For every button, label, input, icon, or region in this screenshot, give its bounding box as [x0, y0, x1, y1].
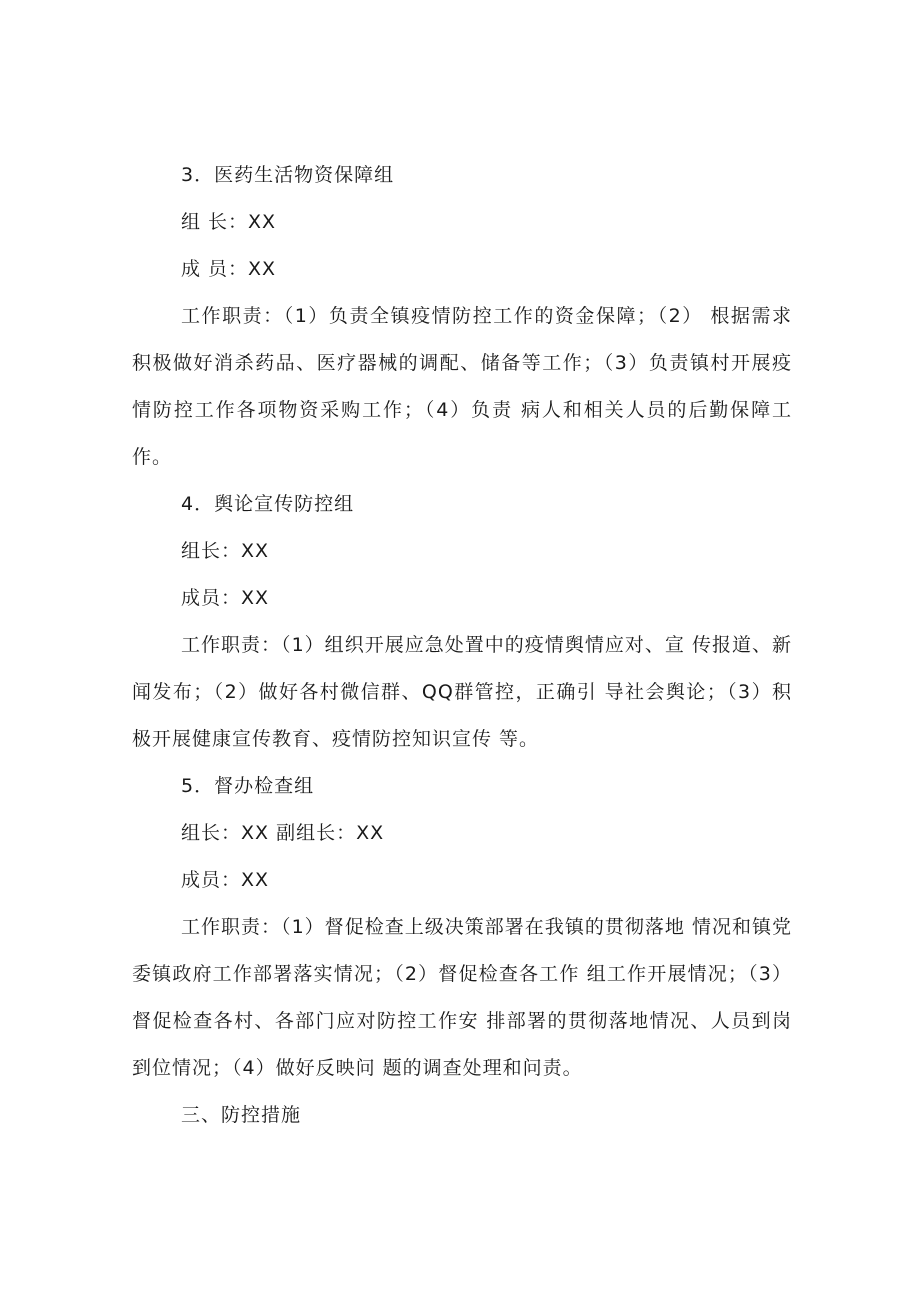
section-3-duties: 工作职责：（1）负责全镇疫情防控工作的资金保障；（2） 根据需求积极做好消杀药品、医疗器械的调配、储备等工作；（3）负责镇村开展疫情防控工作各项物资采购工作；（4）负责 病人和相关人员的后勤保障工作。: [132, 305, 792, 468]
section-5-heading: 5．督办检查组: [181, 775, 315, 797]
section-4-duties: 工作职责：（1）组织开展应急处置中的疫情舆情应对、宣 传报道、新闻发布；（2）做好各村微信群、QQ群管控，正确引 导社会舆论；（3）积极开展健康宣传教育、疫情防控知识宣传 等。: [132, 634, 792, 750]
section-5-members: 成员：XX: [181, 869, 270, 891]
section-3-heading: 3．医药生活物资保障组: [181, 164, 395, 186]
section-3-members: 成 员：XX: [181, 258, 277, 280]
next-section-heading: 三、防控措施: [181, 1104, 302, 1126]
section-4-heading: 4．舆论宣传防控组: [181, 493, 355, 515]
section-4-leader: 组长：XX: [181, 540, 270, 562]
section-3-leader: 组 长：XX: [181, 211, 277, 233]
section-5-leader: 组长：XX 副组长：XX: [181, 822, 385, 844]
section-5-duties: 工作职责：（1）督促检查上级决策部署在我镇的贯彻落地 情况和镇党委镇政府工作部署落实情况；（2）督促检查各工作 组工作开展情况；（3）督促检查各村、各部门应对防控工作安 排部署的贯彻落地情况、人员到岗到位情况；（4）做好反映问 题的调查处理和问责。: [132, 916, 792, 1079]
section-4-members: 成员：XX: [181, 587, 270, 609]
